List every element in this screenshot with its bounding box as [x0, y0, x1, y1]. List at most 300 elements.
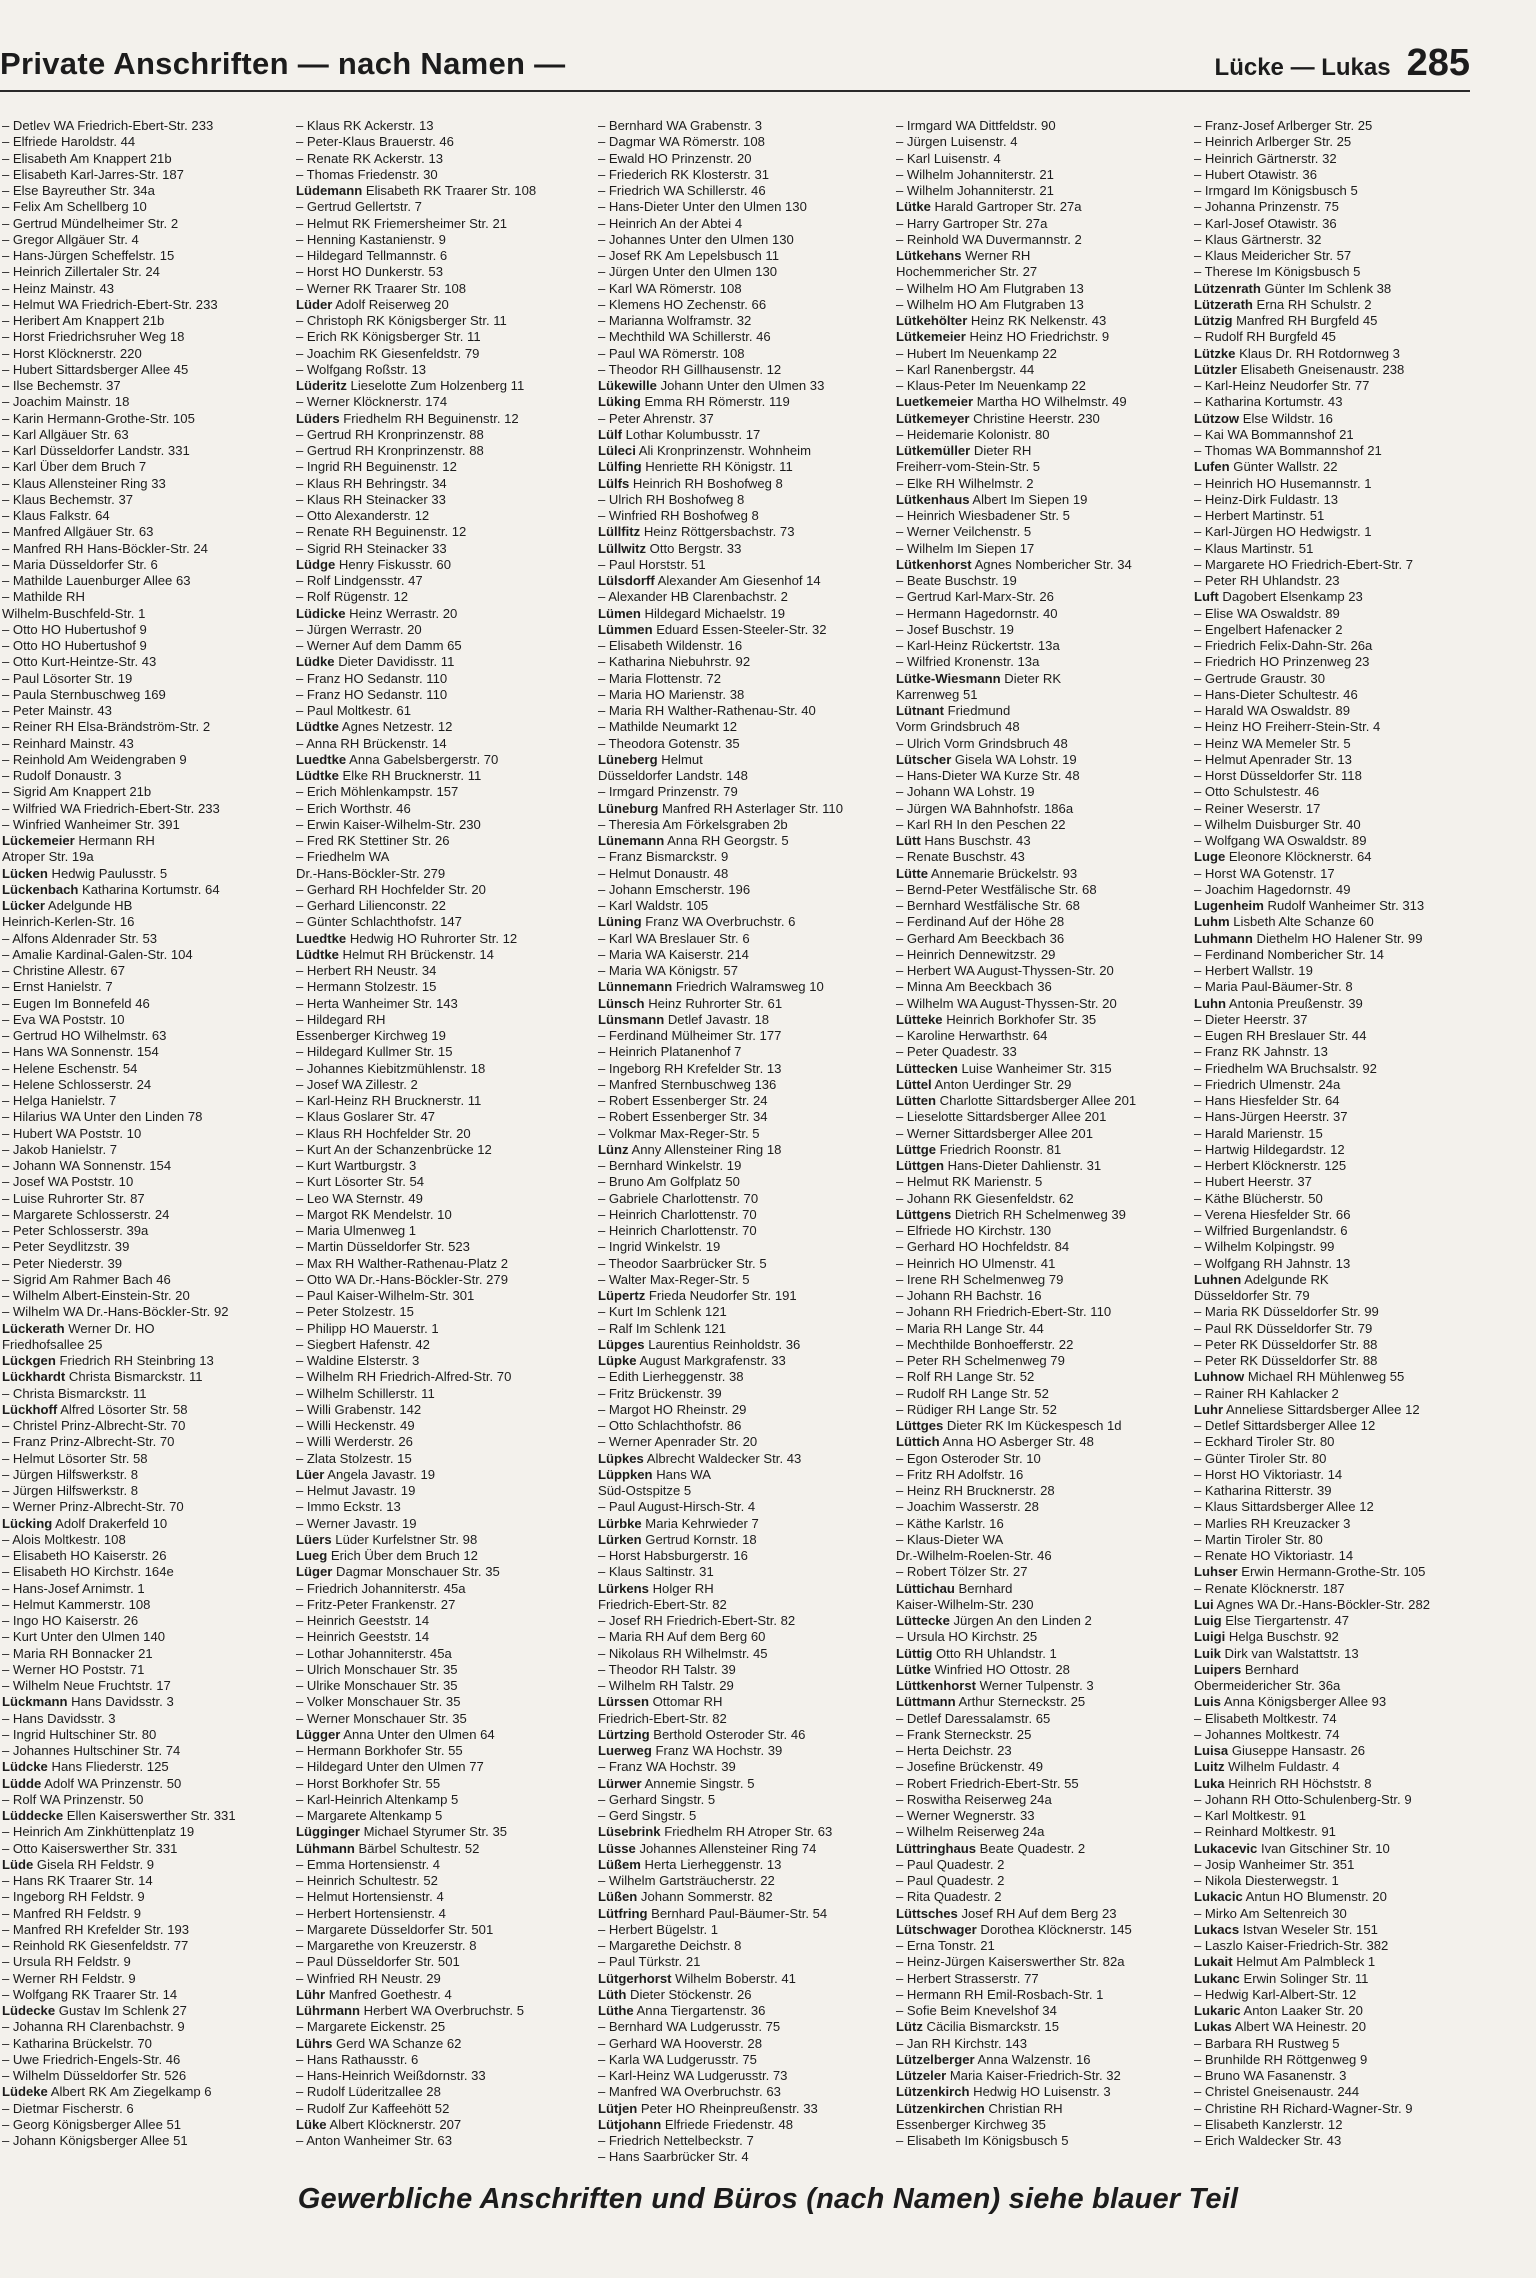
- surname: Lütte: [896, 865, 928, 881]
- directory-entry: – Christel Prinz-Albrecht-Str. 70: [2, 1418, 186, 1433]
- directory-entry: – Johann RH Friedrich-Ebert-Str. 110: [896, 1304, 1112, 1320]
- directory-entry: – Franz RK Jahnstr. 13: [1194, 1044, 1328, 1060]
- directory-entry: – Klaus Martinstr. 51: [1194, 540, 1314, 556]
- directory-entry: – Käthe Blücherstr. 50: [1194, 1190, 1323, 1206]
- directory-entry: – Heinrich Geeststr. 14: [296, 1629, 430, 1645]
- surname: Lüger: [296, 1564, 333, 1580]
- directory-entry: – Otto Schulstestr. 46: [1194, 784, 1320, 800]
- surname: Lützenkirch: [896, 2084, 970, 2100]
- directory-entry: – Hubert Heerstr. 37: [1194, 1174, 1312, 1190]
- directory-entry: Lüsse Johannes Allensteiner Ring 74: [598, 1840, 817, 1856]
- directory-entry: – Hilarius WA Unter den Linden 78: [2, 1109, 203, 1125]
- directory-entry: – Peter Niederstr. 39: [2, 1255, 123, 1271]
- directory-entry: – Hubert WA Poststr. 10: [2, 1125, 142, 1141]
- directory-entry: Lünnemann Friedrich Walramsweg 10: [598, 979, 824, 995]
- directory-entry: Lührmann Herbert WA Overbruchstr. 5: [296, 2003, 524, 2018]
- directory-entry: – Wilhelm RH Friedrich-Alfred-Str. 70: [296, 1369, 512, 1385]
- directory-entry: – Johanna Prinzenstr. 75: [1194, 199, 1339, 215]
- surname: Lütfring: [598, 1905, 648, 1921]
- directory-entry: – Gerhard WA Hooverstr. 28: [598, 2035, 762, 2051]
- directory-entry: – Herbert Bügelstr. 1: [598, 1921, 719, 1937]
- surname: Lümen: [598, 605, 641, 621]
- directory-entry: Luetkemeier Martha HO Wilhelmstr. 49: [896, 394, 1127, 410]
- directory-entry: – Karl Über dem Bruch 7: [2, 459, 147, 475]
- directory-entry: Luig Else Tiergartenstr. 47: [1194, 1613, 1350, 1628]
- directory-entry: – Ernst Hanielstr. 7: [2, 979, 113, 995]
- directory-entry: – Hildegard Kullmer Str. 15: [296, 1044, 453, 1060]
- directory-entry: – Heinz Mainstr. 43: [2, 280, 115, 296]
- directory-entry: – Josef RK Am Lepelsbusch 11: [598, 248, 779, 263]
- name-range: Lücke — Lukas: [1214, 54, 1391, 81]
- directory-entry: – Ferdinand Auf der Höhe 28: [896, 914, 1065, 930]
- directory-entry: Lütfring Bernhard Paul-Bäumer-Str. 54: [598, 1905, 828, 1921]
- directory-entry: – Jakob Hanielstr. 7: [2, 1141, 117, 1157]
- directory-entry: – Margot HO Rheinstr. 29: [598, 1401, 747, 1417]
- directory-entry: Lukacic Antun HO Blumenstr. 20: [1194, 1889, 1387, 1905]
- directory-entry: – Marianna Wolframstr. 32: [598, 313, 752, 328]
- directory-entry: – Katharina Ritterstr. 39: [1194, 1483, 1332, 1498]
- surname: Luedtke: [296, 751, 347, 767]
- surname: Lützenrath: [1194, 280, 1261, 296]
- directory-entry: – Bernhard WA Ludgerusstr. 75: [598, 2019, 781, 2035]
- directory-entry: – Gertrud Mündelheimer Str. 2: [2, 215, 179, 231]
- directory-entry: – Sofie Beim Knevelshof 34: [896, 2003, 1057, 2018]
- directory-entry: – Peter Quadestr. 33: [896, 1044, 1017, 1060]
- directory-entry: Lürbke Maria Kehrwieder 7: [598, 1515, 759, 1531]
- surname: Lütkemeier: [896, 329, 966, 345]
- directory-entry: – Joachim Wasserstr. 28: [896, 1499, 1039, 1515]
- directory-entry: – Margot RK Mendelstr. 10: [296, 1206, 452, 1222]
- directory-entry: – Herta Wanheimer Str. 143: [296, 995, 458, 1011]
- directory-entry: – Gertrud RH Kronprinzenstr. 88: [296, 443, 484, 458]
- directory-entry: Lüdecke Gustav Im Schlenk 27: [2, 2003, 187, 2018]
- surname: Lüttgen: [896, 1158, 944, 1173]
- surname: Luipers: [1194, 1661, 1242, 1677]
- surname: Lüttkenhorst: [896, 1678, 977, 1693]
- directory-entry: – Karl-Heinz Neudorfer Str. 77: [1194, 378, 1370, 393]
- directory-entry: – Joachim Hagedornstr. 49: [1194, 881, 1351, 897]
- directory-entry: Luhmann Diethelm HO Halener Str. 99: [1194, 930, 1423, 946]
- directory-entry: – Karin Hermann-Grothe-Str. 105: [2, 410, 195, 426]
- directory-entry: – Robert Tölzer Str. 27: [896, 1564, 1028, 1580]
- directory-entry: Luik Dirk van Walstattstr. 13: [1194, 1645, 1359, 1661]
- directory-entry: Lürssen Ottomar RH: [598, 1694, 723, 1710]
- directory-entry: Lügginger Michael Styrumer Str. 35: [296, 1824, 508, 1840]
- directory-entry: – Kai WA Bommannshof 21: [1194, 426, 1354, 442]
- directory-entry: – Peter Ahrenstr. 37: [598, 410, 714, 426]
- directory-entry: – Paul Moltkestr. 61: [296, 703, 411, 718]
- directory-entry: – Rudolf RH Burgfeld 45: [1194, 329, 1336, 345]
- directory-entry: – Margarete Düsseldorfer Str. 501: [296, 1921, 494, 1937]
- directory-entry: Lührs Gerd WA Schanze 62: [296, 2035, 462, 2051]
- directory-entry: – Peter Mainstr. 43: [2, 703, 112, 718]
- directory-entry: – Werner Monschauer Str. 35: [296, 1710, 467, 1726]
- directory-entry: – Werner RH Feldstr. 9: [2, 1970, 136, 1986]
- directory-entry: – Friedrich Johanniterstr. 45a: [296, 1580, 466, 1596]
- directory-entry: – Hildegard RH: [296, 1011, 386, 1027]
- directory-entry: Lütkenhorst Agnes Nombericher Str. 34: [896, 556, 1132, 572]
- directory-entry: – Franz HO Sedanstr. 110: [296, 686, 448, 702]
- directory-entry: – Uwe Friedrich-Engels-Str. 46: [2, 2051, 181, 2067]
- directory-entry: Lüddecke Ellen Kaiserswerther Str. 331: [2, 1808, 236, 1823]
- directory-entry: – Dietmar Fischerstr. 6: [2, 2100, 134, 2116]
- directory-entry: Lüttmann Arthur Sterneckstr. 25: [896, 1694, 1086, 1710]
- directory-column-2: [292, 118, 594, 2148]
- directory-entry: Lüdcke Hans Fliederstr. 125: [2, 1759, 169, 1775]
- directory-entry: Lücking Adolf Drakerfeld 10: [2, 1515, 168, 1531]
- directory-entry: – Helmut Kammerstr. 108: [2, 1596, 151, 1612]
- directory-entry: – Leo WA Sternstr. 49: [296, 1190, 423, 1206]
- directory-entry: Lütt Hans Buschstr. 43: [896, 833, 1031, 848]
- surname: Lütscher: [896, 751, 952, 767]
- directory-entry: – Johann RK Giesenfeldstr. 62: [896, 1190, 1074, 1206]
- directory-entry: Lukanc Erwin Solinger Str. 11: [1194, 1970, 1369, 1986]
- directory-entry: – Kurt Im Schlenk 121: [598, 1304, 727, 1320]
- directory-entry: Lüth Dieter Stöckenstr. 26: [598, 1986, 752, 2002]
- directory-entry: – Philipp HO Mauerstr. 1: [296, 1320, 439, 1336]
- directory-entry: Friedrich-Ebert-Str. 82: [598, 1596, 727, 1612]
- directory-entry: – Karl Ranenbergstr. 44: [896, 361, 1035, 377]
- directory-entry: – Renate Klöcknerstr. 187: [1194, 1580, 1345, 1596]
- directory-entry: – Peter RH Uhlandstr. 23: [1194, 573, 1340, 588]
- directory-entry: – Hermann Stolzestr. 15: [296, 979, 437, 995]
- surname: Lüer: [296, 1466, 325, 1482]
- directory-entry: Lütkemeyer Christine Heerstr. 230: [896, 410, 1100, 426]
- directory-entry: Lüsebrink Friedhelm RH Atroper Str. 63: [598, 1824, 833, 1840]
- directory-entry: – Klaus RK Ackerstr. 13: [296, 118, 434, 133]
- directory-entry: – Heinrich Zillertaler Str. 24: [2, 264, 160, 280]
- directory-entry: – Georg Königsberger Allee 51: [2, 2116, 182, 2132]
- directory-entry: – Gerhard HO Hochfeldstr. 84: [896, 1239, 1070, 1255]
- directory-entry: – Franz-Josef Arlberger Str. 25: [1194, 118, 1373, 133]
- directory-entry: Lüttich Anna HO Asberger Str. 48: [896, 1434, 1094, 1450]
- directory-entry: – Josef WA Zillestr. 2: [296, 1076, 418, 1092]
- directory-entry: – Gertrude Graustr. 30: [1194, 670, 1326, 686]
- directory-entry: – Karl RH In den Peschen 22: [896, 816, 1066, 832]
- directory-entry: – Ingeborg RH Krefelder Str. 13: [598, 1060, 782, 1076]
- directory-entry: – Maria HO Marienstr. 38: [598, 686, 745, 702]
- directory-entry: – Ulrike Monschauer Str. 35: [296, 1678, 458, 1693]
- directory-entry: Lückerath Werner Dr. HO: [2, 1320, 155, 1336]
- directory-entry: Lüneberg Helmut: [598, 751, 703, 767]
- directory-entry: – Manfred RH Krefelder Str. 193: [2, 1921, 190, 1937]
- surname: Lütt: [896, 833, 921, 848]
- directory-entry: – Hans-Jürgen Heerstr. 37: [1194, 1109, 1348, 1125]
- surname: Lukas: [1194, 2019, 1232, 2035]
- directory-entry: – Paula Sternbuschweg 169: [2, 686, 166, 702]
- directory-entry: – Peter RH Schelmenweg 79: [896, 1353, 1065, 1368]
- directory-entry: Lüttichau Bernhard: [896, 1580, 1013, 1596]
- surname: Lütjohann: [598, 2116, 662, 2132]
- directory-entry: – Irmgard Prinzenstr. 79: [598, 784, 738, 800]
- surname: Lüllfitz: [598, 524, 641, 540]
- surname: Lütnant: [896, 703, 944, 718]
- directory-entry: – Ferdinand Mülheimer Str. 177: [598, 1028, 782, 1043]
- directory-entry: – Joachim Mainstr. 18: [2, 394, 130, 410]
- directory-entry: – Helga Hanielstr. 7: [2, 1093, 117, 1108]
- surname: Lücking: [2, 1515, 53, 1531]
- directory-entry: – Heinrich An der Abtei 4: [598, 215, 743, 231]
- directory-entry: – Margarete Altenkamp 5: [296, 1808, 443, 1823]
- directory-entry: – Gerhard Am Beeckbach 36: [896, 930, 1065, 946]
- directory-entry: Lühmann Bärbel Schultestr. 52: [296, 1840, 480, 1856]
- directory-entry: – Paul Kaiser-Wilhelm-Str. 301: [296, 1288, 475, 1303]
- directory-entry: Luhn Antonia Preußenstr. 39: [1194, 995, 1363, 1011]
- directory-entry: – Horst HO Viktoriastr. 14: [1194, 1466, 1343, 1482]
- directory-entry: – Karl-Heinz Rückertstr. 13a: [896, 638, 1060, 653]
- directory-entry: Luhr Anneliese Sittardsberger Allee 12: [1194, 1401, 1420, 1417]
- directory-entry: Lüdemann Elisabeth RK Traarer Str. 108: [296, 183, 537, 198]
- surname: Lützig: [1194, 313, 1233, 328]
- directory-entry: Lugenheim Rudolf Wanheimer Str. 313: [1194, 898, 1425, 913]
- directory-entry: – Josef WA Poststr. 10: [2, 1174, 134, 1190]
- directory-entry: Lütschwager Dorothea Klöcknerstr. 145: [896, 1921, 1132, 1937]
- directory-entry: – Elisabeth HO Kirchstr. 164e: [2, 1564, 174, 1580]
- surname: Lückerath: [2, 1320, 65, 1336]
- directory-entry: – Klaus-Peter Im Neuenkamp 22: [896, 378, 1086, 393]
- directory-entry: – Heinrich HO Husemannstr. 1: [1194, 475, 1372, 491]
- directory-entry: – Renate HO Viktoriastr. 14: [1194, 1548, 1354, 1563]
- directory-entry: – Helmut RK Marienstr. 5: [896, 1174, 1043, 1190]
- surname: Lürtzing: [598, 1726, 650, 1742]
- directory-entry: Lünemann Anna RH Georgstr. 5: [598, 833, 789, 848]
- directory-entry: – Johannes Hultschiner Str. 74: [2, 1743, 181, 1758]
- directory-entry: – Ursula RH Feldstr. 9: [2, 1954, 131, 1970]
- directory-entry: Süd-Ostspitze 5: [598, 1483, 692, 1498]
- directory-entry: – Wilhelm HO Am Flutgraben 13: [896, 280, 1084, 296]
- directory-entry: – Heinz WA Memeler Str. 5: [1194, 735, 1351, 751]
- directory-entry: Lui Agnes WA Dr.-Hans-Böckler-Str. 282: [1194, 1596, 1431, 1612]
- directory-entry: – Hans-Jürgen Scheffelstr. 15: [2, 248, 175, 263]
- surname: Lüdemann: [296, 183, 363, 198]
- directory-entry: – Edith Lierheggenstr. 38: [598, 1369, 744, 1385]
- directory-entry: Lütjen Peter HO Rheinpreußenstr. 33: [598, 2100, 818, 2116]
- surname: Lünz: [598, 1141, 629, 1157]
- directory-entry: – Jürgen Hilfswerkstr. 8: [2, 1483, 139, 1498]
- surname: Luge: [1194, 849, 1226, 865]
- directory-entry: – Franz Prinz-Albrecht-Str. 70: [2, 1434, 175, 1450]
- directory-entry: Hochemmericher Str. 27: [896, 264, 1038, 280]
- directory-entry: – Wilhelm Duisburger Str. 40: [1194, 816, 1361, 832]
- surname: Lüsse: [598, 1840, 636, 1856]
- directory-entry: Lützig Manfred RH Burgfeld 45: [1194, 313, 1378, 328]
- directory-entry: – Otto HO Hubertushof 9: [2, 638, 147, 653]
- directory-entry: Wilhelm-Buschfeld-Str. 1: [2, 605, 146, 621]
- directory-entry: – Marlies RH Kreuzacker 3: [1194, 1515, 1351, 1531]
- surname: Lüsebrink: [598, 1824, 661, 1840]
- directory-entry: Heinrich-Kerlen-Str. 16: [2, 914, 135, 930]
- directory-entry: – Renate RK Ackerstr. 13: [296, 150, 444, 166]
- directory-entry: – Otto Kurt-Heintze-Str. 43: [2, 654, 157, 670]
- directory-entry: – Gerhard Singstr. 5: [598, 1791, 716, 1807]
- directory-entry: – Amalie Kardinal-Galen-Str. 104: [2, 946, 193, 962]
- directory-entry: – Willi Heckenstr. 49: [296, 1418, 415, 1433]
- directory-entry: Lücken Hedwig Paulusstr. 5: [2, 865, 168, 881]
- directory-entry: – Johann WA Lohstr. 19: [896, 784, 1035, 800]
- surname: Lüdecke: [2, 2003, 56, 2018]
- directory-entry: Lünz Anny Allensteiner Ring 18: [598, 1141, 782, 1157]
- surname: Lüßen: [598, 1889, 638, 1905]
- directory-entry: – Rolf Lindgensstr. 47: [296, 573, 423, 588]
- directory-entry: – Anton Wanheimer Str. 63: [296, 2133, 452, 2148]
- directory-entry: Luerweg Franz WA Hochstr. 39: [598, 1743, 783, 1758]
- directory-entry: – Klaus Allensteiner Ring 33: [2, 475, 166, 491]
- directory-entry: – Friederich RK Klosterstr. 31: [598, 166, 770, 182]
- directory-entry: – Waldine Elsterstr. 3: [296, 1353, 420, 1368]
- directory-entry: – Theodor RH Talstr. 39: [598, 1661, 736, 1677]
- directory-entry: – Peter Seydlitzstr. 39: [2, 1239, 130, 1255]
- surname: Lütkemüller: [896, 443, 971, 458]
- directory-entry: – Hermann Borkhofer Str. 55: [296, 1743, 463, 1758]
- directory-entry: – Friedrich WA Schillerstr. 46: [598, 183, 766, 198]
- directory-entry: Essenberger Kirchweg 19: [296, 1028, 446, 1043]
- directory-entry: – Käthe Karlstr. 16: [896, 1515, 1004, 1531]
- directory-entry: – Erich Möhlenkampstr. 157: [296, 784, 459, 800]
- surname: Lütz: [896, 2019, 923, 2035]
- directory-entry: – Detlef Daressalamstr. 65: [896, 1710, 1051, 1726]
- directory-entry: – Peter RK Düsseldorfer Str. 88: [1194, 1336, 1378, 1352]
- directory-entry: Lückmann Hans Davidsstr. 3: [2, 1694, 174, 1710]
- directory-entry: – Rolf RH Lange Str. 52: [896, 1369, 1035, 1385]
- directory-entry: – Werner Prinz-Albrecht-Str. 70: [2, 1499, 184, 1515]
- directory-entry: – Hans-Dieter Schultestr. 46: [1194, 686, 1358, 702]
- section-title: Private Anschriften — nach Namen —: [0, 46, 566, 81]
- directory-entry: – Rudolf Lüderitzallee 28: [296, 2084, 441, 2100]
- directory-entry: – Johannes Kiebitzmühlenstr. 18: [296, 1060, 486, 1076]
- directory-entry: – Eugen Im Bonnefeld 46: [2, 995, 150, 1011]
- directory-entry: Luedtke Hedwig HO Ruhrorter Str. 12: [296, 930, 518, 946]
- directory-entry: – Roswitha Reiserweg 24a: [896, 1791, 1052, 1807]
- surname: Lüdtke: [296, 719, 339, 735]
- directory-entry: Luft Dagobert Elsenkamp 23: [1194, 589, 1363, 605]
- directory-entry: Lüttig Otto RH Uhlandstr. 1: [896, 1645, 1057, 1661]
- directory-entry: – Ingo HO Kaiserstr. 26: [2, 1613, 139, 1628]
- directory-entry: – Christine RH Richard-Wagner-Str. 9: [1194, 2100, 1413, 2116]
- directory-entry: – Heidemarie Kolonistr. 80: [896, 426, 1050, 442]
- surname: Luft: [1194, 589, 1219, 605]
- directory-entry: – Sigrid Am Rahmer Bach 46: [2, 1271, 171, 1287]
- directory-entry: – Robert Friedrich-Ebert-Str. 55: [896, 1775, 1079, 1791]
- page-header: [0, 38, 1470, 92]
- directory-entry: – Wilhelm WA August-Thyssen-Str. 20: [896, 995, 1117, 1011]
- directory-entry: Lüking Emma RH Römerstr. 119: [598, 394, 790, 410]
- directory-entry: – Irmgard WA Dittfeldstr. 90: [896, 118, 1056, 133]
- directory-entry: Lürtzing Berthold Osteroder Str. 46: [598, 1726, 806, 1742]
- footer-notice: Gewerbliche Anschriften und Büros (nach Namen) siehe blauer Teil: [297, 2183, 1239, 2215]
- directory-entry: Lüder Adolf Reiserweg 20: [296, 296, 449, 312]
- directory-entry: – Bruno Am Golfplatz 50: [598, 1174, 740, 1190]
- directory-entry: – Elke RH Wilhelmstr. 2: [896, 475, 1034, 491]
- directory-entry: Lüßem Herta Lierheggenstr. 13: [598, 1856, 782, 1872]
- directory-entry: – Maria Ulmenweg 1: [296, 1223, 417, 1238]
- directory-entry: – Mirko Am Seltenreich 30: [1194, 1905, 1347, 1921]
- directory-entry: – Margarethe von Kreuzerstr. 8: [296, 1938, 477, 1953]
- directory-entry: – Therese Im Königsbusch 5: [1194, 264, 1361, 280]
- directory-entry: Luipers Bernhard: [1194, 1661, 1299, 1677]
- directory-entry: – Werner RK Traarer Str. 108: [296, 280, 467, 296]
- surname: Luigi: [1194, 1629, 1226, 1645]
- directory-entry: – Heinrich Platanenhof 7: [598, 1044, 742, 1060]
- directory-entry: – Helmut Lösorter Str. 58: [2, 1450, 148, 1466]
- directory-entry: – Werner HO Poststr. 71: [2, 1661, 145, 1677]
- directory-entry: Lütkemeier Heinz HO Friedrichstr. 9: [896, 329, 1110, 345]
- directory-entry: – Wolfgang RH Jahnstr. 13: [1194, 1255, 1351, 1271]
- directory-entry: Lülf Lothar Kolumbusstr. 17: [598, 426, 761, 442]
- directory-entry: – Hildegard Tellmannstr. 6: [296, 248, 448, 263]
- directory-entry: – Christel Gneisenaustr. 244: [1194, 2084, 1360, 2100]
- surname: Luis: [1194, 1694, 1221, 1710]
- surname: Lüttichau: [896, 1580, 955, 1596]
- directory-entry: – Peter Schlosserstr. 39a: [2, 1223, 149, 1238]
- surname: Lüpke: [598, 1353, 637, 1368]
- directory-entry: – Winfried Wanheimer Str. 391: [2, 816, 180, 832]
- surname: Lüning: [598, 914, 642, 930]
- surname: Lütke-Wiesmann: [896, 670, 1001, 686]
- directory-entry: – Mechthilde Bonhoefferstr. 22: [896, 1336, 1074, 1352]
- surname: Lürkens: [598, 1580, 649, 1596]
- directory-entry: Luhnow Michael RH Mühlenweg 55: [1194, 1369, 1405, 1385]
- surname: Lukait: [1194, 1954, 1233, 1970]
- directory-entry: – Otto WA Dr.-Hans-Böckler-Str. 279: [296, 1271, 508, 1287]
- directory-entry: Lüdtke Helmut RH Brückenstr. 14: [296, 946, 494, 962]
- directory-entry: – Ralf Im Schlenk 121: [598, 1320, 727, 1336]
- surname: Lügger: [296, 1726, 341, 1742]
- directory-entry: – Ingrid Hultschiner Str. 80: [2, 1726, 157, 1742]
- directory-entry: – Klaus RH Behringstr. 34: [296, 475, 447, 491]
- directory-entry: – Winfried RH Boshofweg 8: [598, 508, 759, 523]
- surname: Luhser: [1194, 1564, 1238, 1580]
- directory-entry: Lufen Günter Wallstr. 22: [1194, 459, 1338, 475]
- directory-entry: Luge Eleonore Klöcknerstr. 64: [1194, 849, 1372, 865]
- surname: Lürken: [598, 1531, 642, 1547]
- directory-entry: Lüer Angela Javastr. 19: [296, 1466, 436, 1482]
- surname: Lünsch: [598, 995, 645, 1011]
- surname: Lütschwager: [896, 1921, 977, 1937]
- directory-entry: – Hubert Sittardsberger Allee 45: [2, 361, 189, 377]
- directory-entry: – Heinrich HO Ulmenstr. 41: [896, 1255, 1056, 1271]
- directory-entry: – Helmut Javastr. 19: [296, 1483, 416, 1498]
- surname: Lürssen: [598, 1694, 649, 1710]
- directory-entry: – Rudolf RH Lange Str. 52: [896, 1385, 1049, 1401]
- directory-entry: – Zlata Stolzestr. 15: [296, 1450, 412, 1466]
- surname: Lüders: [296, 410, 340, 426]
- directory-entry: – Erich Waldecker Str. 43: [1194, 2133, 1342, 2148]
- directory-entry: – Werner Sittardsberger Allee 201: [896, 1125, 1094, 1141]
- directory-entry: – Johanna RH Clarenbachstr. 9: [2, 2019, 185, 2035]
- directory-entry: – Karl-Heinrich Altenkamp 5: [296, 1791, 459, 1807]
- directory-entry: Lüttringhaus Beate Quadestr. 2: [896, 1840, 1086, 1856]
- surname: Lüpertz: [598, 1288, 646, 1303]
- surname: Lüpges: [598, 1336, 645, 1352]
- directory-entry: – Reinhard Moltkestr. 91: [1194, 1824, 1336, 1840]
- directory-entry: – Hedwig Karl-Albert-Str. 12: [1194, 1986, 1357, 2002]
- directory-entry: – Margarethe Deichstr. 8: [598, 1938, 742, 1953]
- directory-entry: – Elisabeth Karl-Jarres-Str. 187: [2, 166, 184, 182]
- surname: Lützeler: [896, 2068, 947, 2083]
- directory-entry: Karrenweg 51: [896, 686, 978, 702]
- directory-entry: Lukaric Anton Laaker Str. 20: [1194, 2003, 1363, 2018]
- directory-entry: – Sigrid Am Knappert 21b: [2, 784, 152, 800]
- directory-entry: Lütke Harald Gartroper Str. 27a: [896, 199, 1082, 215]
- directory-entry: Lüdicke Heinz Werrastr. 20: [296, 605, 458, 621]
- directory-entry: – Paul RK Düsseldorfer Str. 79: [1194, 1320, 1373, 1336]
- surname: Lüttig: [896, 1645, 933, 1661]
- surname: Lütkenhorst: [896, 556, 972, 572]
- directory-entry: – Klaus Meidericher Str. 57: [1194, 248, 1352, 263]
- directory-entry: – Fritz Brückenstr. 39: [598, 1385, 722, 1401]
- directory-entry: – Detlev WA Friedrich-Ebert-Str. 233: [2, 118, 214, 133]
- directory-entry: – Manfred Sternbuschweg 136: [598, 1076, 777, 1092]
